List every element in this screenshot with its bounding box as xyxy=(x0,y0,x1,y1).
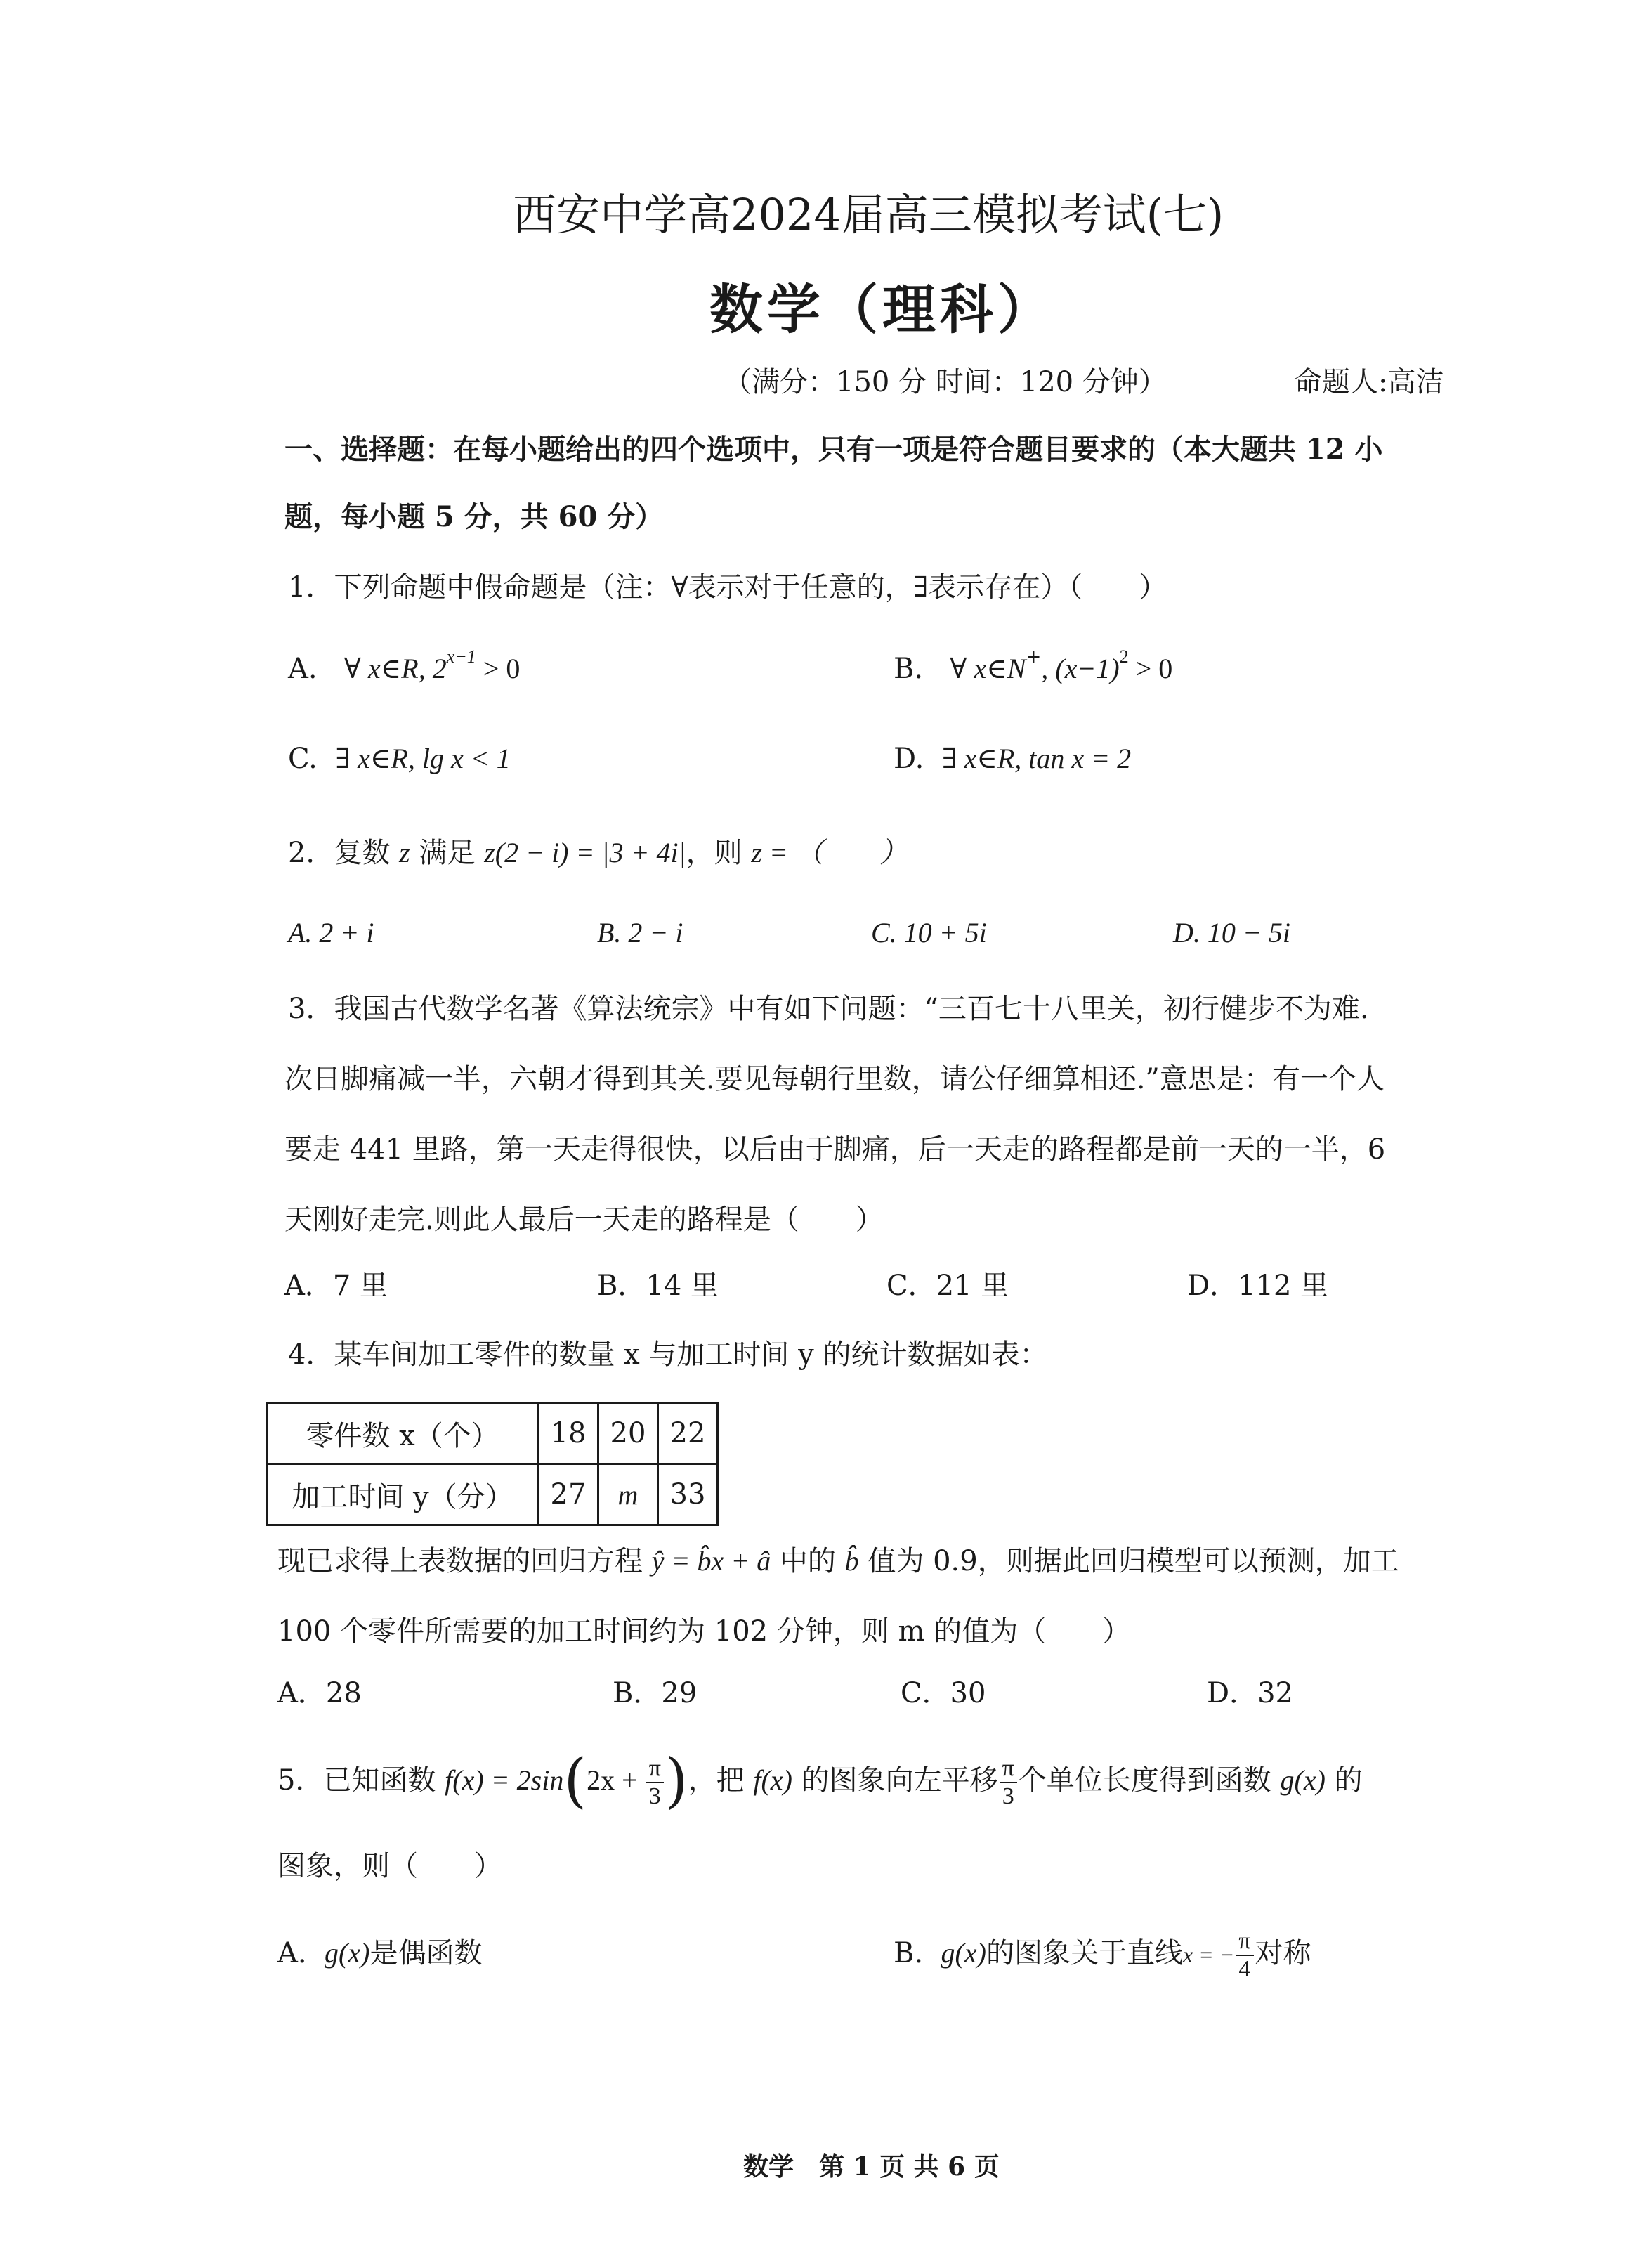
question-3-line-3: 要走 441 里路，第一天走得很快，以后由于脚痛，后一天走的路程都是前一天的一半，6 xyxy=(284,1133,1386,1166)
table-cell: m xyxy=(598,1464,658,1525)
table-cell: 18 xyxy=(539,1403,598,1464)
question-4-stem: 4．某车间加工零件的数量 x 与加工时间 y 的统计数据如表： xyxy=(288,1338,1048,1371)
subject-title: 数学（理科） xyxy=(709,278,1055,341)
page-footer: 数学 第 1 页 共 6 页 xyxy=(743,2152,1000,2182)
q3-option-b: B．14 里 xyxy=(597,1270,719,1302)
exam-title: 西安中学高2024届高三模拟考试(七) xyxy=(513,189,1224,240)
question-5-line-2: 图象，则（ ） xyxy=(277,1850,502,1882)
question-4-line-1: 现已求得上表数据的回归方程 ŷ = b̂x + â 中的 b̂ 值为 0.9，则据此回归模型可以预测，加工 xyxy=(277,1545,1399,1577)
q1-option-c: C. ∃ x∈R, lg x < 1 xyxy=(288,743,511,775)
q2-option-b: B. 2 − i xyxy=(597,917,683,949)
q2-option-d: D. 10 − 5i xyxy=(1173,917,1290,949)
table-cell: 27 xyxy=(539,1464,598,1525)
section-heading: 一、选择题：在每小题给出的四个选项中，只有一项是符合题目要求的（本大题共 12 小 xyxy=(284,433,1383,466)
question-4-line-2: 100 个零件所需要的加工时间约为 102 分钟，则 m 的值为（ ） xyxy=(277,1615,1131,1648)
q2-option-c: C. 10 + 5i xyxy=(871,917,987,949)
question-3-line-4: 天刚好走完.则此人最后一天走的路程是（ ） xyxy=(284,1204,884,1236)
table-cell: 33 xyxy=(658,1464,718,1525)
q3-option-d: D．112 里 xyxy=(1187,1270,1329,1302)
q5-option-b: B. g(x)的图象关于直线x = − $\frac{\pi}{4}$ 对称 xyxy=(894,1928,1311,1982)
table-cell: 22 xyxy=(658,1403,718,1464)
q2-option-a: A. 2 + i xyxy=(288,917,374,949)
question-1-stem: 1．下列命题中假命题是（注：∀表示对于任意的，∃表示存在）（ ） xyxy=(288,571,1167,604)
question-3-line-2: 次日脚痛减一半，六朝才得到其关.要见每朝行里数，请公仔细算相还.”意思是：有一个人 xyxy=(284,1063,1385,1095)
section-heading-cont: 题，每小题 5 分，共 60 分） xyxy=(284,500,664,533)
q4-option-a: A．28 xyxy=(277,1677,362,1709)
table-row xyxy=(267,1464,718,1525)
question-3-line-1: 3．我国古代数学名著《算法统宗》中有如下问题：“三百七十八里关，初行健步不为难. xyxy=(288,993,1369,1025)
q3-option-c: C．21 里 xyxy=(886,1270,1009,1302)
q1-option-d: D. ∃ x∈R, tan x = 2 xyxy=(894,743,1132,775)
table-row xyxy=(267,1403,718,1464)
shift-fraction: $\frac{\pi}{3}$ xyxy=(1000,1755,1017,1810)
question-5-stem: 5．已知函数 f(x) = 2sin(2x + $\frac{\pi}{3}$ )，把 f(x) 的图象向左平移 $\frac{\pi}{3}$ 个单位长度得到函数 g(x) 的 xyxy=(277,1746,1363,1815)
exam-meta: （满分：150 分 时间：120 分钟） xyxy=(724,366,1167,398)
q3-option-a: A．7 里 xyxy=(284,1270,388,1302)
table-row-header: 加工时间 y（分） xyxy=(267,1464,539,1525)
q5-option-a: A. g(x)是偶函数 xyxy=(277,1937,483,1969)
table-cell: 20 xyxy=(598,1403,658,1464)
statistics-table xyxy=(266,1402,719,1526)
question-2-stem: 2．复数 z 满足 z(2 − i) = |3 + 4i|，则 z = （ ） xyxy=(288,837,908,869)
pi-over-3-fraction: $\frac{\pi}{3}$ xyxy=(646,1755,664,1810)
q4-option-c: C．30 xyxy=(901,1677,986,1709)
q4-option-d: D．32 xyxy=(1207,1677,1293,1709)
q1-option-a: A. ∀ x∈R, $2^{x-1} > 0$ xyxy=(288,646,521,685)
table-row-header: 零件数 x（个） xyxy=(267,1403,539,1464)
pi-over-4-fraction: $\frac{\pi}{4}$ xyxy=(1236,1928,1253,1983)
q4-option-b: B．29 xyxy=(613,1677,698,1709)
exam-author: 命题人:高洁 xyxy=(1294,366,1444,398)
q1-option-b: B. ∀ x∈N+, $(x-1)^2 > 0$ xyxy=(894,646,1173,685)
